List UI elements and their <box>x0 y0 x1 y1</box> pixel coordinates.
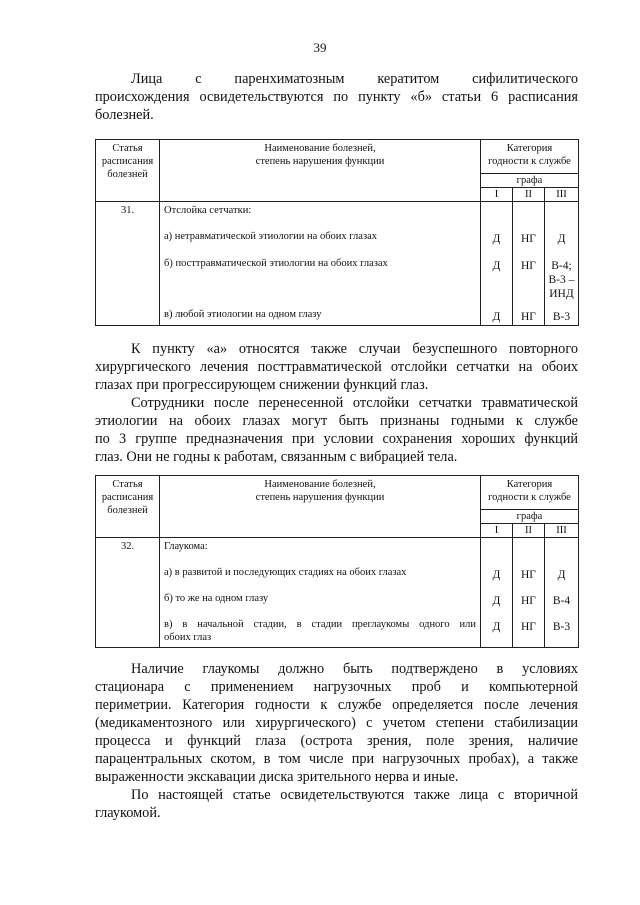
text-line: происхождения освидетельствуются по пункту «б» статьи 6 расписания <box>95 89 578 105</box>
article-number: 32. <box>96 538 160 648</box>
category-value: В-3 <box>552 621 571 633</box>
category-value: НГ <box>521 311 536 323</box>
header-category: Категория годности к службе <box>480 140 578 174</box>
header-column-group: графа <box>480 510 578 524</box>
paragraph-secondary-glaucoma <box>95 786 578 822</box>
category-value: НГ <box>521 569 536 581</box>
text-line: периметрии. Категория годности к службе определяется после лечения <box>95 697 578 713</box>
header-category: Категория годности к службе <box>480 476 578 510</box>
text-line: этиологии на обоих глазах могут быть признаны годными к службе <box>95 413 578 429</box>
category-column-2 <box>512 202 544 326</box>
category-value: Д <box>557 233 566 245</box>
disease-table-retinal-detachment <box>95 139 579 326</box>
text-line: хирургического лечения посттравматической отслойки сетчатки на обоих <box>95 359 578 375</box>
category-value: Д <box>492 233 501 245</box>
page-number: 39 <box>313 40 327 55</box>
category-column-2 <box>512 538 544 648</box>
text-line: по 3 группе предназначения при условии сохранения хороших функций <box>95 431 578 447</box>
text-line: Лица с паренхиматозным кератитом сифилитического <box>131 71 578 87</box>
header-disease-name: Наименование болезней, степень нарушения функции <box>160 140 481 202</box>
header-column-group: графа <box>480 174 578 188</box>
category-value: Д <box>492 311 501 323</box>
disease-title: Глаукома: <box>164 541 208 552</box>
paragraph-employees <box>95 394 578 466</box>
category-value: НГ <box>521 260 536 272</box>
text-line: (медикаментозного или хирургического) с учетом степени стабилизации <box>95 715 578 731</box>
text-line: глаукомой. <box>95 805 161 821</box>
category-column-3 <box>544 538 578 648</box>
disease-item: в) любой этиологии на одном глазу <box>164 309 322 320</box>
disease-item: а) нетравматической этиологии на обоих глазах <box>164 231 378 242</box>
article-number: 31. <box>96 202 160 326</box>
header-column-1: I <box>480 524 512 538</box>
header-disease-name: Наименование болезней, степень нарушения функции <box>160 476 481 538</box>
text-line: Наличие глаукомы должно быть подтверждено в условиях <box>131 661 578 677</box>
text-line: стационара с применением нагрузочных проб и компьютерной <box>95 679 578 695</box>
disease-item: б) то же на одном глазу <box>164 593 269 604</box>
header-column-1: I <box>480 188 512 202</box>
header-column-2: II <box>512 188 544 202</box>
header-column-3: III <box>544 188 578 202</box>
category-column-1 <box>480 202 512 326</box>
disease-item: а) в развитой и последующих стадиях на обоих глазах <box>164 567 407 578</box>
disease-name-cell <box>160 202 481 326</box>
category-column-1 <box>480 538 512 648</box>
category-value: Д <box>557 569 566 581</box>
text-line: парацентральных скотом, в том числе при нагрузочных пробах), а также <box>95 751 578 767</box>
category-value: НГ <box>521 621 536 633</box>
category-value: В-3 – <box>548 274 575 286</box>
paragraph-keratitis <box>95 70 578 124</box>
text-line: процесса и функций глаза (острота зрения, поле зрения, наличие <box>95 733 578 749</box>
text-line: болезней. <box>95 107 154 123</box>
header-column-3: III <box>544 524 578 538</box>
disease-item: б) посттравматической этиологии на обоих глазах <box>164 258 388 269</box>
disease-title: Отслойка сетчатки: <box>164 205 252 216</box>
header-article: Статья расписания болезней <box>96 476 160 538</box>
text-line: Сотрудники после перенесенной отслойки сетчатки травматической <box>131 395 578 411</box>
disease-item-continuation: обоих глаз <box>164 632 212 643</box>
text-line: глаз. Они не годны к работам, связанным с вибрацией тела. <box>95 449 458 465</box>
category-value: НГ <box>521 595 536 607</box>
category-value: В-4 <box>552 595 571 607</box>
category-value: Д <box>492 595 501 607</box>
disease-item: в) в начальной стадии, в стадии преглаукомы одного или <box>164 619 476 630</box>
category-value: Д <box>492 260 501 272</box>
header-article: Статья расписания болезней <box>96 140 160 202</box>
text-line: глазах при прогрессирующем снижении функций глаз. <box>95 377 429 393</box>
text-line: К пункту «а» относятся также случаи безуспешного повторного <box>131 341 578 357</box>
category-value: В-3 <box>552 311 571 323</box>
disease-table-glaucoma <box>95 475 579 648</box>
category-value: ИНД <box>549 288 574 300</box>
header-column-2: II <box>512 524 544 538</box>
text-line: выраженности экскавации диска зрительного нерва и иные. <box>95 769 459 785</box>
category-value: В-4; <box>551 260 572 272</box>
category-value: НГ <box>521 233 536 245</box>
text-line: По настоящей статье освидетельствуются также лица с вторичной <box>131 787 578 803</box>
category-value: Д <box>492 569 501 581</box>
paragraph-glaucoma-confirmation <box>95 660 578 786</box>
disease-name-cell <box>160 538 481 648</box>
category-value: Д <box>492 621 501 633</box>
category-column-3 <box>544 202 578 326</box>
paragraph-point-a <box>95 340 578 394</box>
